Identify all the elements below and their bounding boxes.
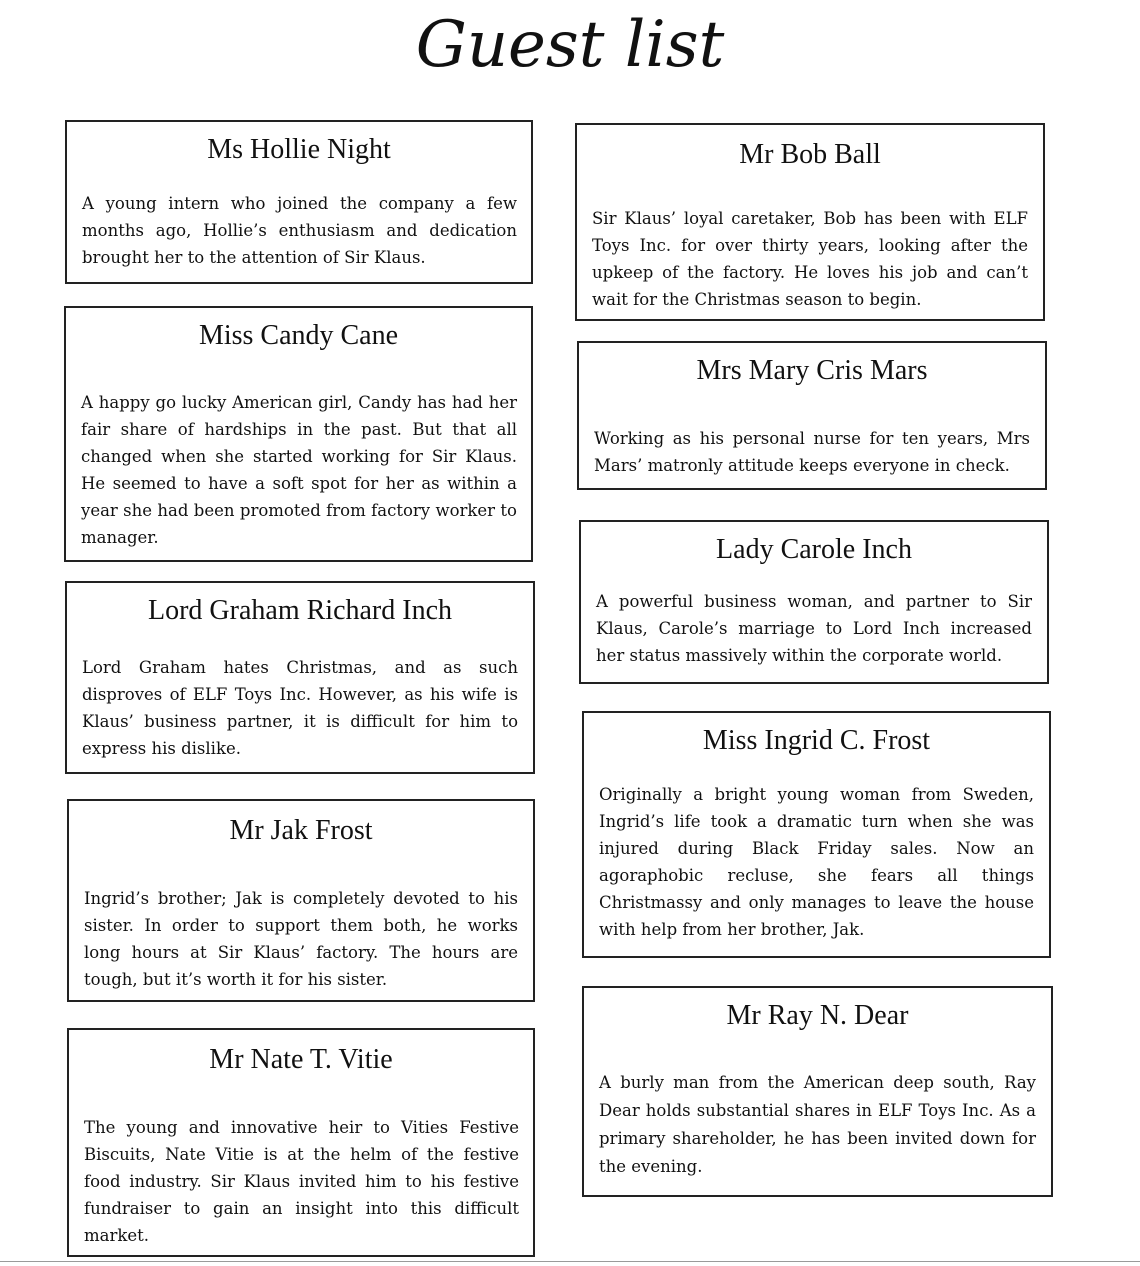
bottom-divider xyxy=(0,1261,1140,1262)
guest-card-ingrid-frost xyxy=(582,711,1051,958)
guest-description: A happy go lucky American girl, Candy has had her fair share of hardships in the past. But that all changed when she started working for Sir Klaus. He seemed to have a soft spot for her as within a year she had been promoted from factory worker to manager. xyxy=(81,393,517,547)
guest-card-hollie-night xyxy=(65,120,533,284)
guest-card-ray-dear xyxy=(582,986,1053,1197)
guest-description: The young and innovative heir to Vities Festive Biscuits, Nate Vitie is at the helm of the festive food industry. Sir Klaus invited him to his festive fundraiser to gain an insight into this difficult market. xyxy=(84,1118,519,1245)
guest-description: A burly man from the American deep south, Ray Dear holds substantial shares in ELF Toys Inc. As a primary shareholder, he has been invited down for the evening. xyxy=(599,1073,1036,1176)
guest-name: Mr Jak Frost xyxy=(229,815,373,846)
guest-description: Lord Graham hates Christmas, and as such disproves of ELF Toys Inc. However, as his wife is Klaus’ business partner, it is difficult for him to express his dislike. xyxy=(82,658,518,758)
guest-card-candy-cane xyxy=(64,306,533,562)
guest-name: Miss Ingrid C. Frost xyxy=(702,725,931,756)
guest-card-carole-inch xyxy=(579,520,1049,684)
guest-name: Mrs Mary Cris Mars xyxy=(696,355,928,386)
guest-name: Mr Bob Ball xyxy=(739,139,881,170)
guest-name: Lord Graham Richard Inch xyxy=(148,595,452,626)
guest-description: Working as his personal nurse for ten years, Mrs Mars’ matronly attitude keeps everyone in check. xyxy=(594,429,1030,475)
guest-card-bob-ball xyxy=(575,123,1045,321)
guest-description: Ingrid’s brother; Jak is completely devoted to his sister. In order to support them both, he works long hours at Sir Klaus’ factory. The hours are tough, but it’s worth it for his sister. xyxy=(84,889,518,989)
guest-name: Ms Hollie Night xyxy=(207,134,391,165)
guest-name: Mr Ray N. Dear xyxy=(726,1000,909,1031)
guest-description: Sir Klaus’ loyal caretaker, Bob has been with ELF Toys Inc. for over thirty years, looking after the upkeep of the factory. He loves his job and can’t wait for the Christmas season to begin. xyxy=(592,209,1028,309)
guest-description: Originally a bright young woman from Sweden, Ingrid’s life took a dramatic turn when she was injured during Black Friday sales. Now an agoraphobic recluse, she fears all things Christmassy and only manages to leave the house with help from her brother, Jak. xyxy=(599,785,1034,939)
guest-name: Miss Candy Cane xyxy=(198,320,399,351)
guest-card-mary-mars xyxy=(577,341,1047,490)
guest-card-graham-inch xyxy=(65,581,535,774)
guest-name: Mr Nate T. Vitie xyxy=(209,1044,393,1075)
guest-description: A young intern who joined the company a few months ago, Hollie’s enthusiasm and dedication brought her to the attention of Sir Klaus. xyxy=(82,194,517,267)
guest-name: Lady Carole Inch xyxy=(716,534,912,565)
guest-card-jak-frost xyxy=(67,799,535,1002)
guest-card-nate-vitie xyxy=(67,1028,535,1257)
page-title: Guest list xyxy=(415,8,725,82)
guest-description: A powerful business woman, and partner to Sir Klaus, Carole’s marriage to Lord Inch increased her status massively within the corporate world. xyxy=(596,592,1032,665)
